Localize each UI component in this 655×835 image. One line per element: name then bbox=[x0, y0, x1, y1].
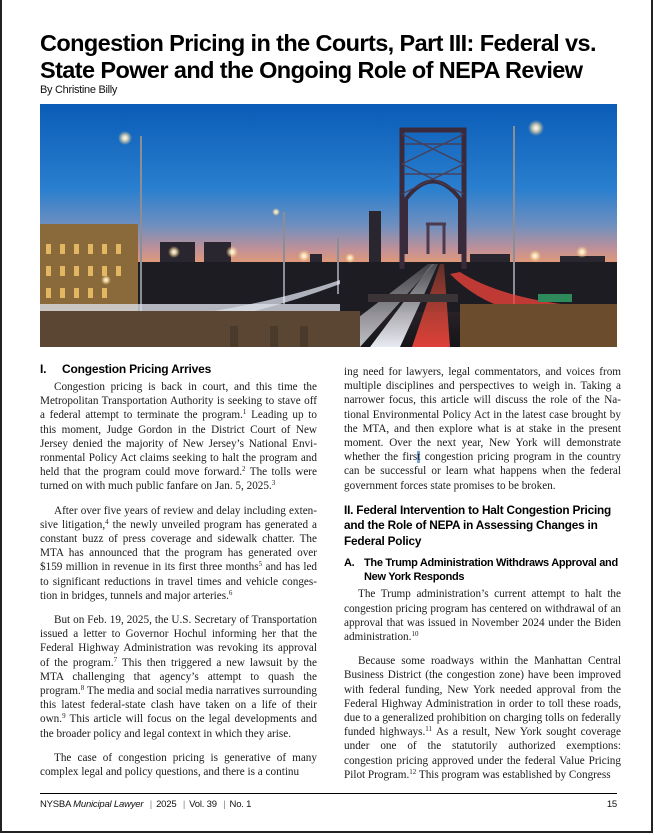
paragraph-text: ing need for lawyers, legal commentators, and voices from multiple disciplines and perspectives to weigh in. Taking a narrower focus, this article will discuss the role of the National Environmental Policy Act in the latest case brought by the MTA, and then explore what is at stake in the present moment. Over the next year, New York will demonstrate whether the firs bbox=[344, 366, 621, 464]
footnote-ref[interactable]: 6 bbox=[228, 588, 233, 597]
footnote-ref[interactable]: 9 bbox=[62, 712, 66, 721]
right-column bbox=[344, 365, 621, 792]
footnote-ref[interactable]: 4 bbox=[105, 517, 109, 526]
paragraph-text: This then triggered a new lawsuit by the MTA challenging that agency’s attempt to quash the program. bbox=[40, 656, 317, 698]
section-1-number: I. bbox=[40, 362, 47, 376]
section-1-title: Congestion Pricing Arrives bbox=[62, 362, 212, 376]
footer-citation bbox=[40, 799, 251, 810]
paragraph-text: The media and social media narratives surrounding this latest federal-state clash have taken on a life of their own. bbox=[40, 685, 317, 726]
paragraph bbox=[344, 587, 621, 644]
footnote-ref[interactable]: 1 bbox=[242, 408, 247, 417]
paragraph bbox=[344, 654, 621, 782]
paragraph-text: The Trump administration’s current attempt to halt the congestion pricing program has centered on withdrawal of an approval that was issued in November 2024 under the Biden administration. bbox=[344, 588, 621, 643]
footer-publication: Municipal Lawyer bbox=[73, 799, 144, 810]
footer-issue: No. 1 bbox=[229, 799, 252, 810]
paragraph-text: Leading up to this moment, Judge Gordon in the District Court of New Jersey denied the majority of New Jersey’s National Environmental Policy Act claims seeking to halt the program and held that the program could move forward. bbox=[40, 409, 317, 479]
paragraph bbox=[40, 504, 317, 603]
page-number: 15 bbox=[606, 799, 617, 810]
footer-year: 2025 bbox=[156, 799, 177, 810]
footnote-ref[interactable]: 5 bbox=[258, 560, 263, 569]
paragraph-text: After over five years of review and delay including extensive litigation, bbox=[40, 504, 317, 531]
footnote-ref[interactable]: 8 bbox=[80, 684, 85, 693]
footnote-ref[interactable]: 3 bbox=[271, 479, 276, 488]
paragraph-text: As a result, New York sought coverage under one of the statutorily authorized exemptions: congestion pricing approved under the federal Value Pricing Pilot Program. bbox=[344, 726, 621, 781]
footnote-ref[interactable]: 11 bbox=[425, 725, 433, 734]
hero-photo bbox=[40, 104, 617, 347]
footer-separator: | bbox=[182, 799, 186, 810]
paragraph-text: The case of congestion pricing is generative of many complex legal and policy questions, and there is a continu bbox=[40, 751, 317, 779]
paragraph-text: and has led to significant reductions in travel times and vehicle congestion in bridges, tunnels and major arteries. bbox=[40, 561, 318, 602]
page-footer bbox=[40, 799, 617, 810]
paragraph-text: Because some roadways within the Manhattan Central Business District (the congestion zone) have been improved with federal funding, New York needed approval from the Federal Highway Administration in order to toll these roads, due to a generalized prohibition on charging tolls on federally funded highways. bbox=[344, 655, 621, 739]
paragraph-text: But on Feb. 19, 2025, the U.S. Secretary of Transportation issued a letter to Governor Hochul informing her that the Federal Highway Administration was revoking its approval of the program. bbox=[40, 614, 317, 669]
bridge-night-illustration bbox=[40, 104, 617, 347]
footnote-ref[interactable]: 10 bbox=[411, 629, 419, 638]
footer-publisher: NYSBA bbox=[40, 799, 71, 810]
paragraph bbox=[40, 751, 317, 779]
text-selection-highlight[interactable]: t bbox=[417, 451, 421, 464]
left-column bbox=[40, 362, 317, 789]
footer-rule bbox=[40, 793, 617, 794]
article-title: Congestion Pricing in the Courts, Part III: Federal vs. State Power and the Ongoing Role of NEPA Review bbox=[40, 30, 596, 83]
footnote-ref[interactable]: 12 bbox=[409, 767, 417, 776]
section-1-heading bbox=[40, 362, 317, 377]
paragraph-text: The tolls were turned on with much public fanfare on Jan. 5, 2025. bbox=[40, 466, 317, 493]
footer-separator: | bbox=[149, 799, 153, 810]
byline: By Christine Billy bbox=[40, 84, 118, 96]
subsection-a-number: A. bbox=[344, 557, 355, 570]
subsection-a-heading bbox=[344, 557, 621, 584]
paragraph-text: This article will focus on the legal developments and the broader policy and legal context in which they arise. bbox=[40, 713, 317, 740]
paragraph-text: the newly unveiled program has generated a constant buzz of press coverage and sidewalk chatter. The MTA has announced that the program has generated over $159 million in revenue in its first three months bbox=[40, 518, 317, 574]
paragraph-continued bbox=[344, 365, 621, 493]
footnote-ref[interactable]: 7 bbox=[113, 655, 118, 664]
paragraph-text: congestion pricing program in the country can be successful or learn what happens when the federal government forces state promises to be broken. bbox=[344, 451, 621, 492]
paragraph-text: Congestion pricing is back in court, and this time the Metropolitan Transportation Authority is seeking to stave off a federal attempt to terminate the program. bbox=[40, 381, 317, 422]
footnote-ref[interactable]: 2 bbox=[242, 465, 246, 474]
paragraph-text: This program was established by Congress bbox=[416, 768, 611, 781]
subsection-a-title: The Trump Administration Withdraws Approval and New York Responds bbox=[364, 557, 618, 583]
footer-volume: Vol. 39 bbox=[189, 799, 217, 810]
paragraph bbox=[40, 380, 317, 494]
footer-separator: | bbox=[223, 799, 226, 810]
paragraph bbox=[40, 613, 317, 741]
section-2-heading: II. Federal Intervention to Halt Congestion Pricing and the Role of NEPA in Assessing Changes in Federal Policy bbox=[344, 502, 612, 548]
